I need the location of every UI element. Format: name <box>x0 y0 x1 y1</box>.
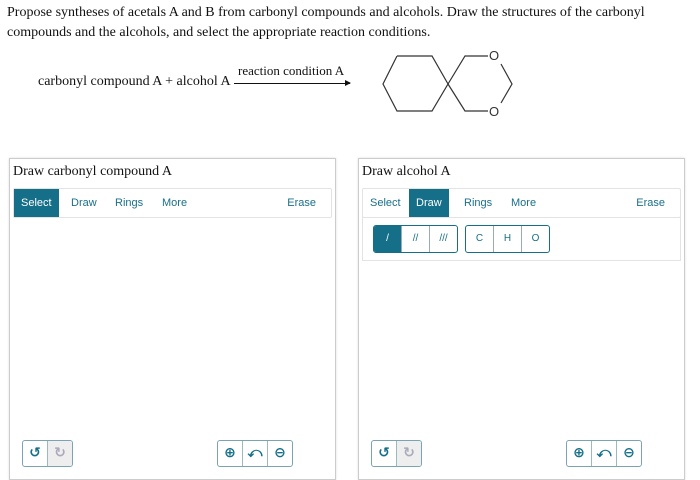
panel-title: Draw carbonyl compound A <box>13 164 173 179</box>
tab-select[interactable]: Select <box>14 189 59 217</box>
undo-icon[interactable]: ↺ <box>23 441 48 466</box>
reset-zoom-icon[interactable]: ⤺ <box>243 441 268 466</box>
erase-button[interactable]: Erase <box>636 197 665 209</box>
tab-more[interactable]: More <box>162 197 188 209</box>
atom-o-button[interactable]: O <box>531 233 540 244</box>
redo-icon[interactable]: ↻ <box>397 441 421 466</box>
tab-rings[interactable]: Rings <box>115 197 144 209</box>
zoom-in-icon[interactable]: ⊕ <box>567 441 592 466</box>
carbonyl-drawing-panel[interactable] <box>9 158 336 480</box>
zoom-out-icon[interactable]: ⊖ <box>623 445 635 461</box>
toolbar <box>362 188 681 218</box>
zoom-in-icon[interactable]: ⊕ <box>218 441 243 466</box>
tab-rings[interactable]: Rings <box>464 197 493 209</box>
atom-tools <box>465 225 550 253</box>
reaction-condition: reaction condition A <box>238 63 345 78</box>
single-bond-button[interactable]: / <box>374 226 402 252</box>
atom-c-button[interactable]: C <box>466 226 494 252</box>
zoom-controls <box>566 440 642 467</box>
reaction-arrow <box>234 83 350 84</box>
acetal-structure <box>370 40 520 130</box>
reset-zoom-icon[interactable]: ⤺ <box>592 441 617 466</box>
history-controls <box>22 440 73 467</box>
bond-tools <box>373 225 458 253</box>
history-controls <box>371 440 422 467</box>
question-text: Propose syntheses of acetals A and B from carbonyl compounds and alcohols. Draw the structures of the carbonyl compounds and the alcohols, and select the appropriate reaction conditions. <box>7 5 645 40</box>
alcohol-drawing-panel[interactable] <box>358 158 685 480</box>
tab-more[interactable]: More <box>511 197 537 209</box>
oxygen-label: O <box>489 48 500 63</box>
draw-subtoolbar <box>362 216 681 261</box>
redo-icon[interactable]: ↻ <box>48 441 72 466</box>
double-bond-button[interactable]: // <box>402 226 430 252</box>
oxygen-label: O <box>489 104 500 119</box>
atom-h-button[interactable]: H <box>494 226 522 252</box>
tab-draw[interactable]: Draw <box>71 197 97 209</box>
panel-title: Draw alcohol A <box>362 164 451 179</box>
zoom-out-icon[interactable]: ⊖ <box>274 445 286 461</box>
tab-select[interactable]: Select <box>370 197 401 209</box>
erase-button[interactable]: Erase <box>287 197 316 209</box>
tab-draw[interactable]: Draw <box>409 189 449 217</box>
toolbar <box>13 188 332 218</box>
reaction-reactants: carbonyl compound A + alcohol A <box>38 74 231 89</box>
zoom-controls <box>217 440 293 467</box>
undo-icon[interactable]: ↺ <box>372 441 397 466</box>
triple-bond-button[interactable]: /// <box>439 233 448 244</box>
